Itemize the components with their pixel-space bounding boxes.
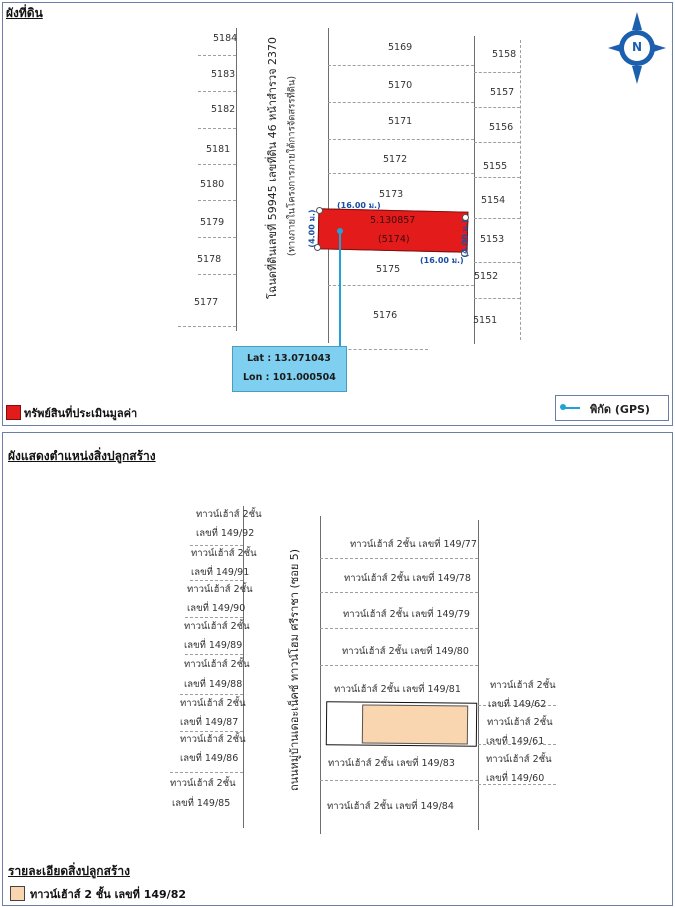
lot-number: 5178 — [197, 254, 222, 265]
lot-number: 5179 — [200, 217, 225, 228]
lot-divider — [328, 65, 474, 66]
lot-divider — [328, 285, 474, 286]
bmap-road-right-line — [320, 516, 321, 834]
subject-building — [362, 704, 468, 744]
building-left-label: ทาวน์เฮ้าส์ 2ชั้น — [191, 548, 257, 559]
building-right-label: ทาวน์เฮ้าส์ 2ชั้น — [487, 717, 553, 728]
gps-lat: Lat : 13.071043 — [247, 353, 331, 364]
lot-divider — [474, 262, 520, 263]
road-sub-label: (ทางภายในโครงการภายใต้การจัดสรรที่ดิน) — [286, 75, 298, 257]
lot-number: 5155 — [483, 161, 508, 172]
lot-number: 5180 — [200, 179, 225, 190]
lot-number: 5176 — [373, 310, 398, 321]
building-right-number: เลขที่ 149/62 — [488, 699, 547, 710]
bmap-divider — [170, 772, 243, 773]
building-right-number: เลขที่ 149/60 — [486, 773, 545, 784]
building-middle-row: ทาวน์เฮ้าส์ 2ชั้น เลขที่ 149/84 — [327, 801, 454, 812]
building-middle-row: ทาวน์เฮ้าส์ 2ชั้น เลขที่ 149/80 — [342, 646, 469, 657]
bmap-road-label: ถนนหมู่บ้านเดอะเน็คซ์ ทาวน์โฮม ศรีราชา (ซอย 5) — [288, 548, 301, 792]
lot-number: 5177 — [194, 297, 219, 308]
lot-number: 5170 — [388, 80, 413, 91]
subject-legend-label: ทรัพย์สินที่ประเมินมูลค่า — [24, 407, 138, 420]
lot-divider — [198, 237, 236, 238]
parcel-lot: (5174) — [378, 234, 410, 245]
gps-lon: Lon : 101.000504 — [243, 372, 336, 383]
dimension-bottom: (16.00 ม.) — [420, 256, 464, 265]
building-left-number: เลขที่ 149/85 — [172, 798, 231, 809]
lot-divider — [198, 55, 236, 56]
building-left-number: เลขที่ 149/86 — [180, 753, 239, 764]
building-map-title: ผังแสดงตำแหน่งสิ่งปลูกสร้าง — [8, 449, 156, 463]
lot-divider — [198, 274, 236, 275]
gps-leader-line — [339, 233, 341, 348]
lot-number: 5152 — [474, 271, 499, 282]
building-right-number: เลขที่ 149/61 — [486, 736, 545, 747]
subject-legend-swatch — [6, 405, 21, 420]
lot-number: 5156 — [489, 122, 514, 133]
bmap-divider — [320, 780, 478, 781]
building-left-label: ทาวน์เฮ้าส์ 2ชั้น — [196, 509, 262, 520]
building-left-label: ทาวน์เฮ้าส์ 2ชั้น — [170, 778, 236, 789]
bmap-divider — [320, 592, 478, 593]
building-right-label: ทาวน์เฮ้าส์ 2ชั้น — [490, 680, 556, 691]
compass-icon — [608, 12, 666, 84]
land-map-title: ผังที่ดิน — [6, 6, 43, 20]
lot-number: 5173 — [379, 189, 404, 200]
bmap-divider — [320, 558, 478, 559]
compass-letter: N — [631, 40, 643, 54]
building-left-number: เลขที่ 149/87 — [180, 717, 239, 728]
building-left-number: เลขที่ 149/89 — [184, 640, 243, 651]
road-label: โฉนดที่ดินเลขที่ 59945 เลขที่ดิน 46 หน้าสำรวจ 2370 — [266, 36, 279, 300]
lot-divider — [178, 326, 236, 327]
lot-number: 5172 — [383, 154, 408, 165]
building-legend-label: ทาวน์เฮ้าส์ 2 ชั้น เลขที่ 149/82 — [30, 888, 187, 901]
lot-number: 5181 — [206, 144, 231, 155]
lot-divider — [328, 102, 474, 103]
bmap-divider — [320, 628, 478, 629]
lot-divider — [474, 298, 520, 299]
dimension-right: (4.00 ม.) — [460, 219, 470, 258]
lot-number: 5151 — [473, 315, 498, 326]
lot-number: 5184 — [213, 33, 238, 44]
bmap-divider — [320, 665, 478, 666]
dimension-top: (16.00 ม.) — [337, 201, 381, 210]
lot-number: 5157 — [490, 87, 515, 98]
building-middle-row: ทาวน์เฮ้าส์ 2ชั้น เลขที่ 149/83 — [328, 758, 455, 769]
building-left-label: ทาวน์เฮ้าส์ 2ชั้น — [180, 734, 246, 745]
lot-divider — [198, 91, 236, 92]
right-block-right-line — [520, 40, 521, 340]
bmap-divider — [185, 654, 243, 655]
building-left-label: ทาวน์เฮ้าส์ 2ชั้น — [187, 584, 253, 595]
lot-number: 5171 — [388, 116, 413, 127]
building-left-number: เลขที่ 149/90 — [187, 603, 246, 614]
gps-box — [232, 346, 347, 392]
building-left-number: เลขที่ 149/88 — [184, 679, 243, 690]
building-middle-row: ทาวน์เฮ้าส์ 2ชั้น เลขที่ 149/79 — [343, 609, 470, 620]
gps-legend-box — [555, 395, 669, 421]
building-middle-row: ทาวน์เฮ้าส์ 2ชั้น เลขที่ 149/77 — [350, 539, 477, 550]
lot-divider — [474, 72, 520, 73]
gps-legend-dot — [560, 404, 566, 410]
gps-legend-label: พิกัด (GPS) — [590, 403, 650, 416]
dimension-left: (4.00 ม.) — [307, 209, 317, 248]
lot-number: 5182 — [211, 104, 236, 115]
lot-number: 5169 — [388, 42, 413, 53]
lot-divider — [474, 142, 520, 143]
lot-divider — [198, 128, 236, 129]
lot-number: 5158 — [492, 49, 517, 60]
building-left-number: เลขที่ 149/92 — [196, 528, 255, 539]
lot-number: 5153 — [480, 234, 505, 245]
building-map-panel — [2, 432, 673, 906]
lot-divider — [474, 218, 520, 219]
lot-number: 5175 — [376, 264, 401, 275]
lot-divider — [474, 177, 520, 178]
building-left-label: ทาวน์เฮ้าส์ 2ชั้น — [184, 659, 250, 670]
lot-number: 5183 — [211, 69, 236, 80]
lot-divider — [328, 173, 474, 174]
road-left-line — [236, 28, 237, 331]
parcel-number: 5.130857 — [370, 215, 416, 226]
road-right-line — [328, 28, 329, 343]
lot-divider — [198, 200, 236, 201]
building-legend-swatch — [10, 886, 25, 901]
lot-divider — [328, 139, 474, 140]
building-left-label: ทาวน์เฮ้าส์ 2ชั้น — [180, 698, 246, 709]
building-right-label: ทาวน์เฮ้าส์ 2ชั้น — [486, 754, 552, 765]
building-details-title: รายละเอียดสิ่งปลูกสร้าง — [8, 864, 130, 878]
lot-divider — [474, 107, 520, 108]
building-middle-row: ทาวน์เฮ้าส์ 2ชั้น เลขที่ 149/78 — [344, 573, 471, 584]
lot-number: 5154 — [481, 195, 506, 206]
building-left-label: ทาวน์เฮ้าส์ 2ชั้น — [184, 621, 250, 632]
lot-divider — [198, 164, 236, 165]
building-middle-row: ทาวน์เฮ้าส์ 2ชั้น เลขที่ 149/81 — [334, 684, 461, 695]
building-left-number: เลขที่ 149/91 — [191, 567, 250, 578]
